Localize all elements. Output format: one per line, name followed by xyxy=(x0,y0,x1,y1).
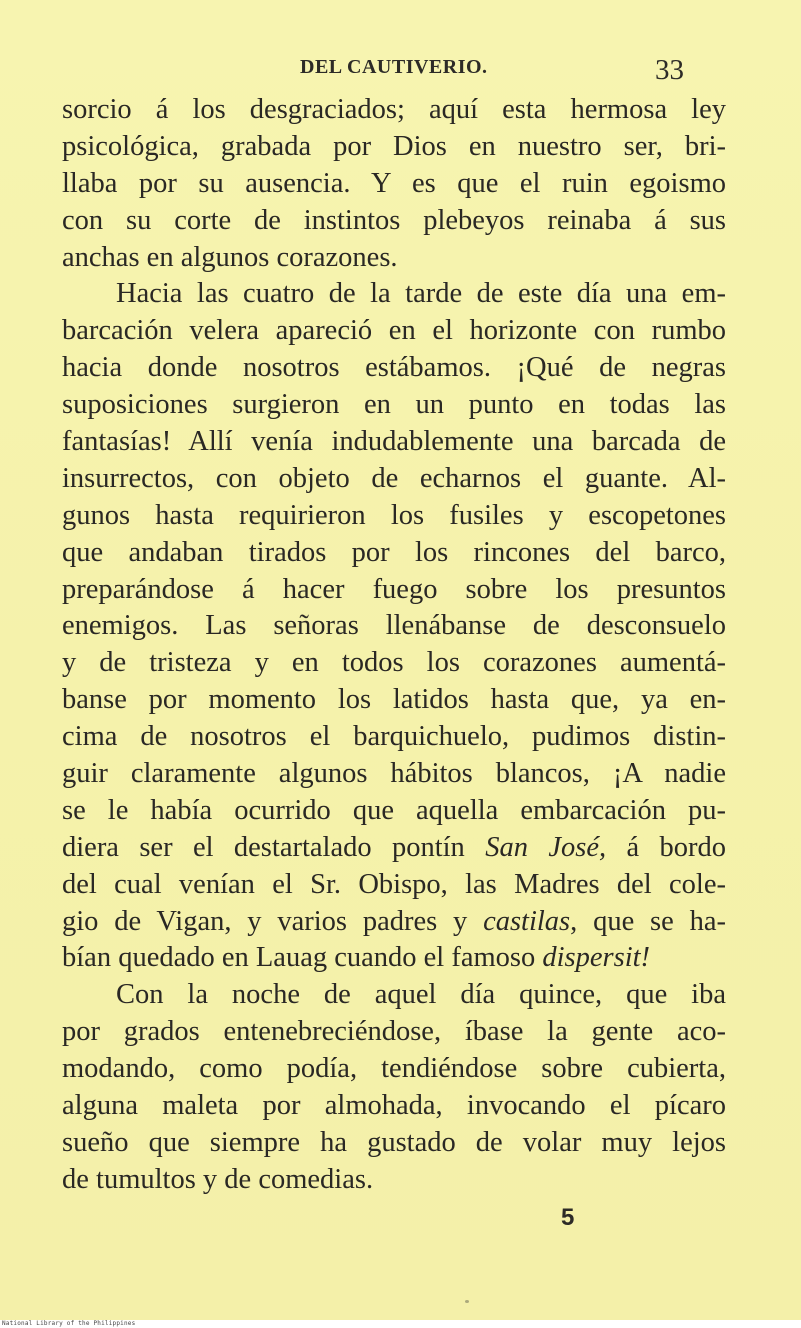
signature-mark: 5 xyxy=(561,1204,575,1231)
text-line: del cual venían el Sr. Obispo, las Madres del cole- xyxy=(62,868,726,900)
text-line: cima de nosotros el barquichuelo, pudimos distin- xyxy=(62,721,726,753)
text-line: insurrectos, con objeto de echarnos el guante. Al- xyxy=(62,462,726,494)
text-line: bían quedado en Lauag cuando el famoso dispersit! xyxy=(62,942,651,974)
text-line: de tumultos y de comedias. xyxy=(62,1163,374,1195)
text-line: sueño que siempre ha gustado de volar muy lejos xyxy=(62,1126,726,1158)
italic-term: castilas xyxy=(483,905,571,937)
footer-strip xyxy=(0,1320,801,1328)
text-line: se le había ocurrido que aquella embarcación pu- xyxy=(62,794,726,826)
text-line: hacia donde nosotros estábamos. ¡Qué de negras xyxy=(62,352,726,384)
text-line: Hacia las cuatro de la tarde de este día una em- xyxy=(116,278,726,310)
text-line: preparándose á hacer fuego sobre los presuntos xyxy=(62,573,726,605)
text-line: diera ser el destartalado pontín San José, á bordo xyxy=(62,831,727,863)
text-line: guir claramente algunos hábitos blancos, ¡A nadie xyxy=(62,758,726,790)
page-number: 33 xyxy=(655,54,684,86)
text-line: gio de Vigan, y varios padres y castilas, que se ha- xyxy=(62,905,726,937)
text-line: barcación velera apareció en el horizonte con rumbo xyxy=(62,315,726,347)
text-line: Con la noche de aquel día quince, que iba xyxy=(116,979,726,1011)
text-line: gunos hasta requirieron los fusiles y escopetones xyxy=(62,499,726,531)
body-text xyxy=(62,92,726,1199)
text-line: psicológica, grabada por Dios en nuestro ser, bri- xyxy=(62,130,726,162)
text-line: modando, como podía, tendiéndose sobre cubierta, xyxy=(62,1053,726,1085)
paper-speck xyxy=(465,1300,469,1303)
text-line: anchas en algunos corazones. xyxy=(62,241,398,273)
text-line: alguna maleta por almohada, invocando el pícaro xyxy=(62,1090,726,1122)
text-line: que andaban tirados por los rincones del barco, xyxy=(62,536,726,568)
text-line: enemigos. Las señoras llenábanse de desconsuelo xyxy=(62,610,726,642)
running-head: DEL CAUTIVERIO. xyxy=(300,56,488,78)
text-line: con su corte de instintos plebeyos reinaba á sus xyxy=(62,204,726,236)
italic-ship-name: San José, xyxy=(485,831,607,863)
library-credit: National Library of the Philippines xyxy=(2,1320,136,1327)
text-line: suposiciones surgieron en un punto en todas las xyxy=(62,389,726,421)
italic-term: dispersit! xyxy=(542,942,651,974)
text-line: y de tristeza y en todos los corazones aumentá- xyxy=(62,647,726,679)
text-line: por grados entenebreciéndose, íbase la gente aco- xyxy=(62,1016,726,1048)
text-line: fantasías! Allí venía indudablemente una barcada de xyxy=(62,426,726,458)
text-line: sorcio á los desgraciados; aquí esta hermosa ley xyxy=(62,94,726,125)
text-line: llaba por su ausencia. Y es que el ruin egoismo xyxy=(62,167,726,199)
text-line: banse por momento los latidos hasta que, ya en- xyxy=(62,684,726,716)
